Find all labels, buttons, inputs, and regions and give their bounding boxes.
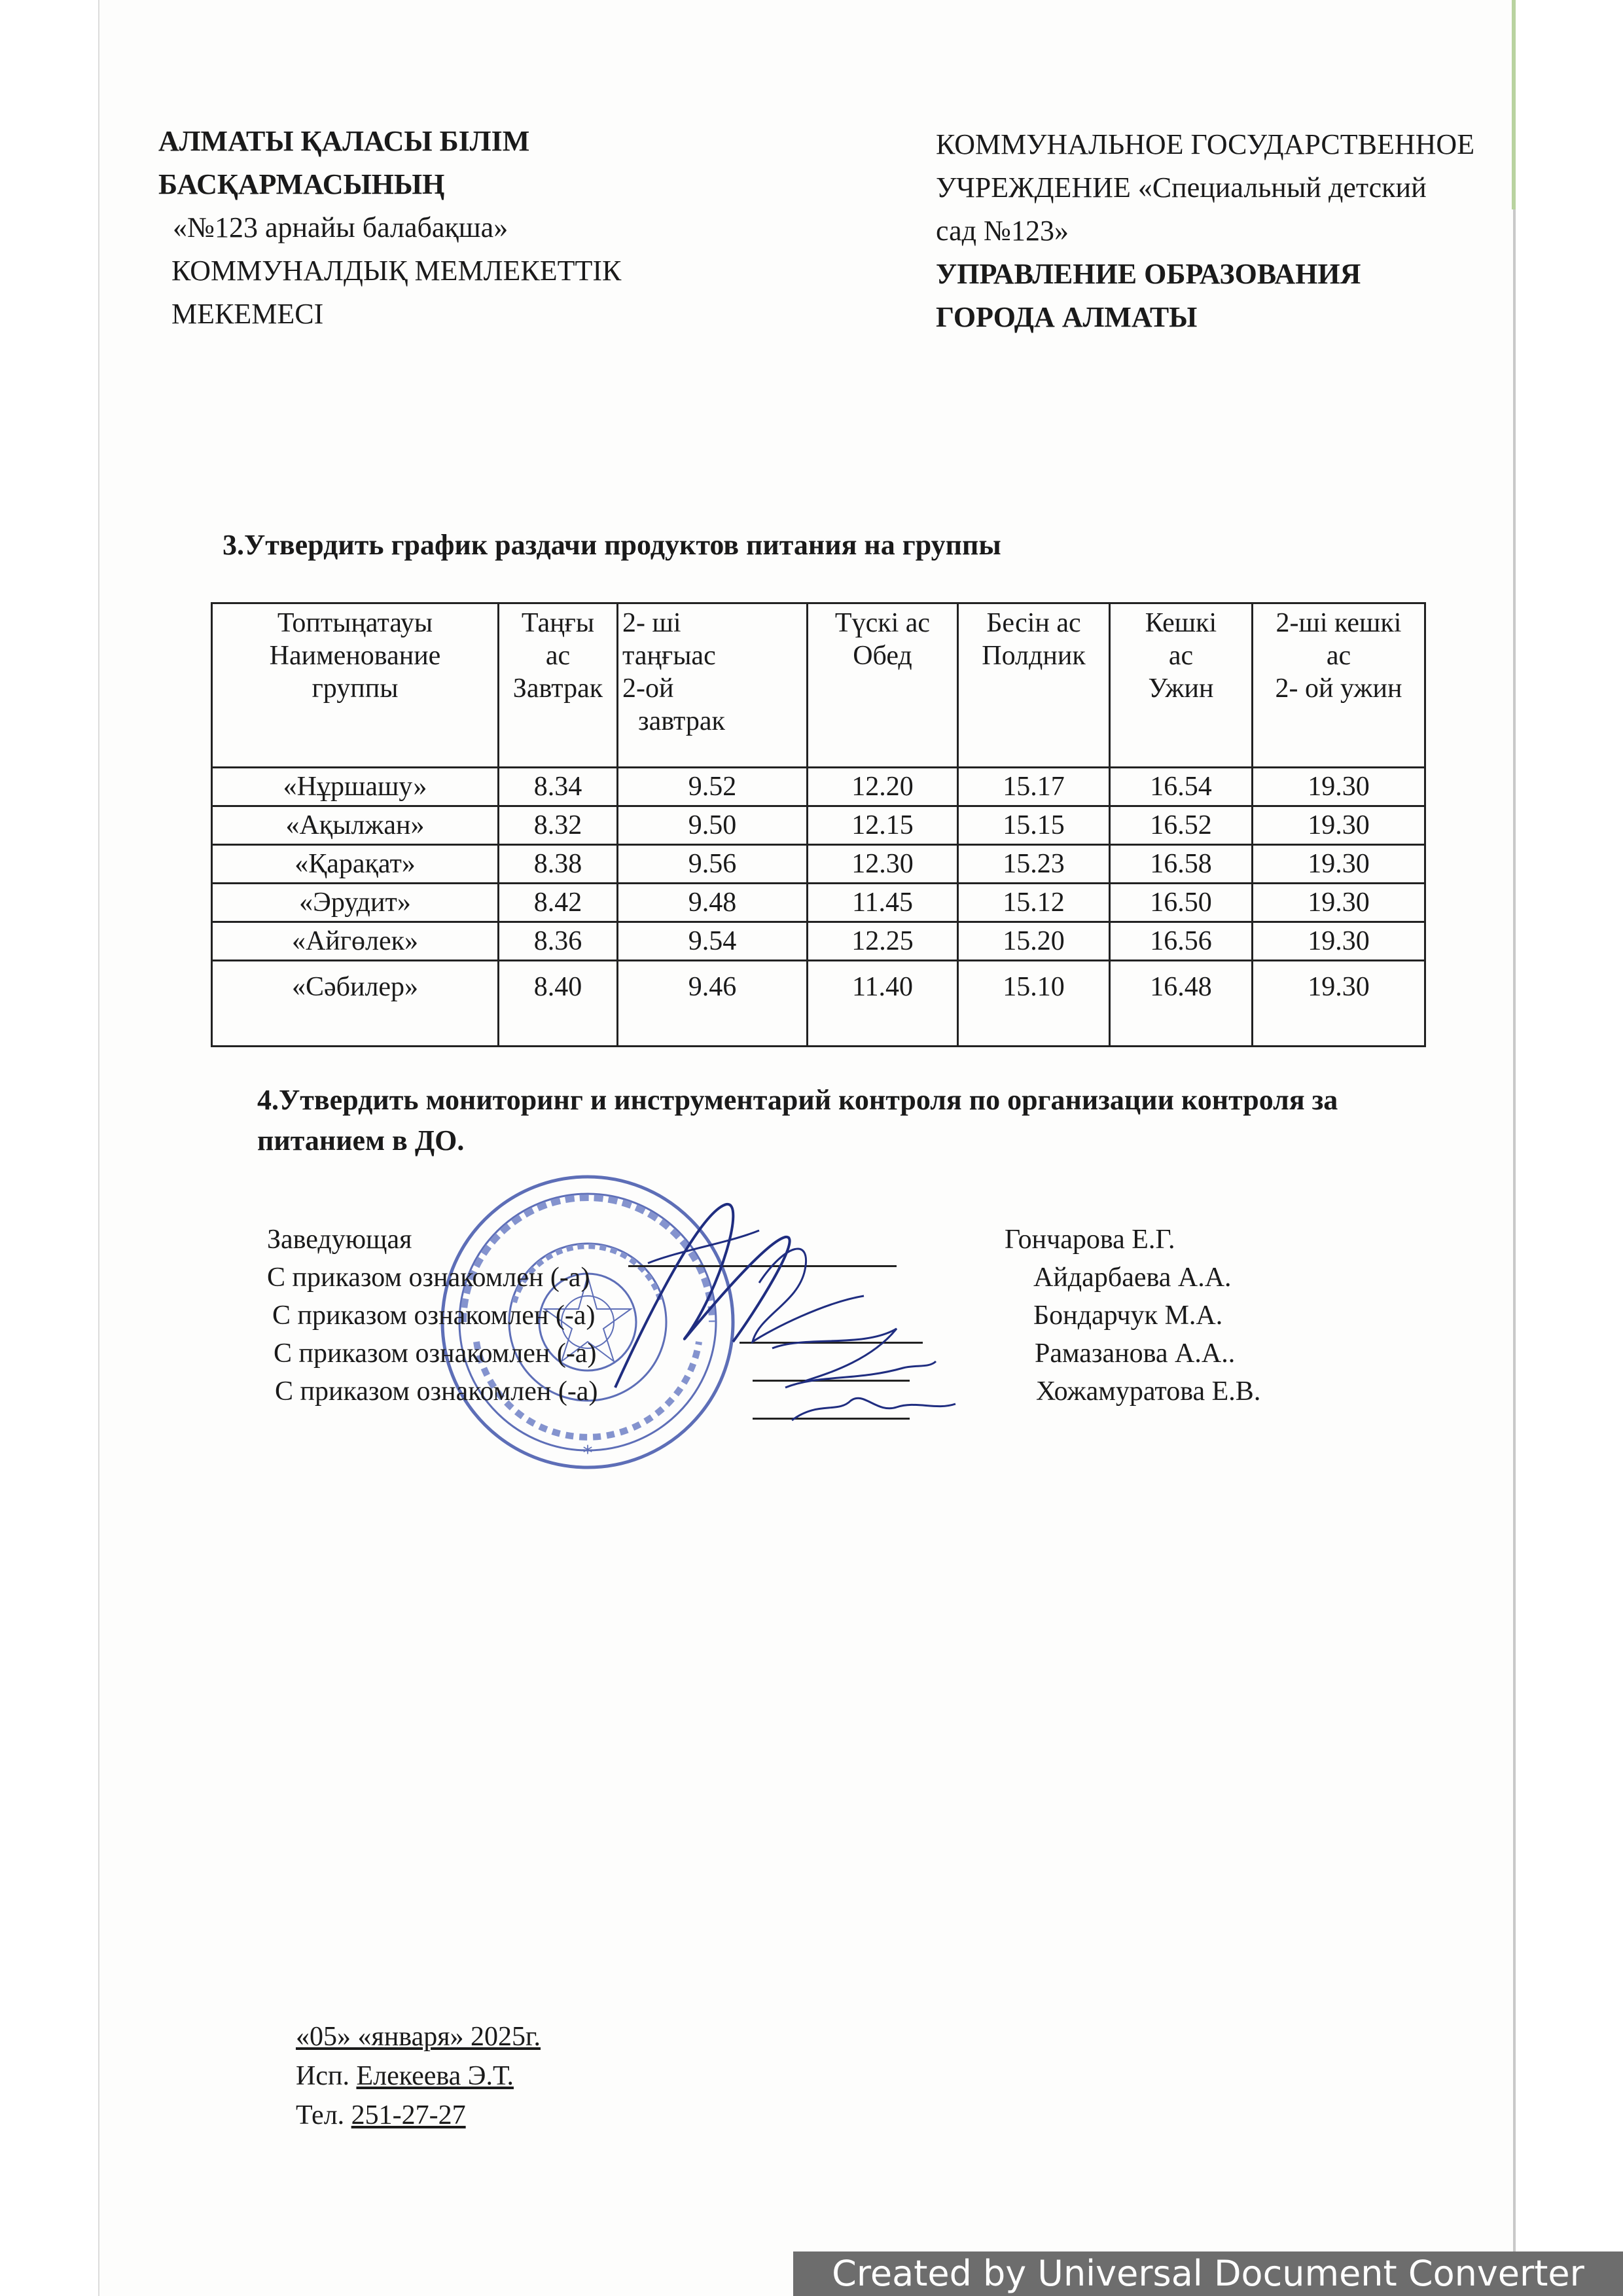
header-left-line-5: МЕКЕМЕСІ <box>171 298 324 330</box>
header-right-line-3: сад №123» <box>936 215 1069 247</box>
header-second-dinner: 2-ші кешкі ас 2- ой ужин <box>1253 603 1425 768</box>
time-cell: 8.40 <box>499 961 618 1047</box>
time-cell: 12.15 <box>808 806 958 845</box>
signature-role: С приказом ознакомлен (-а) <box>272 1300 596 1331</box>
time-cell: 9.52 <box>618 768 808 806</box>
header-right-line-4: УПРАВЛЕНИЕ ОБРАЗОВАНИЯ <box>936 258 1361 290</box>
time-cell: 9.54 <box>618 922 808 961</box>
handwritten-signatures <box>589 1185 969 1460</box>
signature-role: С приказом ознакомлен (-а) <box>274 1338 597 1369</box>
header-left-line-2: БАСҚАРМАСЫНЫҢ <box>158 168 445 200</box>
table-header-row <box>212 603 1425 768</box>
table-row <box>212 961 1425 1047</box>
signature-name: Гончарова Е.Г. <box>1005 1225 1175 1255</box>
time-cell: 16.54 <box>1110 768 1253 806</box>
header-dinner: Кешкі ас Ужин <box>1110 603 1253 768</box>
signature-roles <box>267 1221 597 1410</box>
header-right-line-1: КОММУНАЛЬНОЕ ГОСУДАРСТВЕННОЕ <box>936 128 1475 160</box>
header-left-line-3: «№123 арнайы балабақша» <box>173 211 508 243</box>
group-name: «Нұршашу» <box>212 768 499 806</box>
header-breakfast: Таңғы ас Завтрак <box>499 603 618 768</box>
food-distribution-table <box>211 602 1426 1047</box>
time-cell: 9.50 <box>618 806 808 845</box>
table-row <box>212 845 1425 884</box>
document-date: «05» «января» 2025г. <box>296 2022 541 2052</box>
header-right <box>936 123 1474 339</box>
time-cell: 8.36 <box>499 922 618 961</box>
time-cell: 15.10 <box>958 961 1110 1047</box>
group-name: «Айгөлек» <box>212 922 499 961</box>
header-right-line-5: ГОРОДА АЛМАТЫ <box>936 301 1198 333</box>
time-cell: 9.48 <box>618 884 808 922</box>
phone-prefix: Тел. <box>296 2100 351 2130</box>
footer <box>296 2017 541 2135</box>
group-name: «Эрудит» <box>212 884 499 922</box>
group-name: «Сәбилер» <box>212 961 499 1047</box>
page-edge <box>1512 0 1516 209</box>
time-cell: 19.30 <box>1253 768 1425 806</box>
time-cell: 19.30 <box>1253 845 1425 884</box>
time-cell: 16.50 <box>1110 884 1253 922</box>
header-left-line-4: КОММУНАЛДЫҚ МЕМЛЕКЕТТІК <box>171 255 622 287</box>
group-name: «Ақылжан» <box>212 806 499 845</box>
header-right-line-2: УЧРЕЖДЕНИЕ «Специальный детский <box>936 171 1427 204</box>
time-cell: 9.56 <box>618 845 808 884</box>
header-second-breakfast: 2- ші таңғыас 2-ой завтрак <box>618 603 808 768</box>
table-row <box>212 884 1425 922</box>
header-left-line-1: АЛМАТЫ ҚАЛАСЫ БІЛІМ <box>158 125 530 157</box>
time-cell: 19.30 <box>1253 961 1425 1047</box>
time-cell: 16.48 <box>1110 961 1253 1047</box>
section-3-title: 3.Утвердить график раздачи продуктов питания на группы <box>223 529 1001 561</box>
executor-line <box>296 2056 541 2096</box>
time-cell: 19.30 <box>1253 922 1425 961</box>
table-row <box>212 806 1425 845</box>
signature-name: Айдарбаева А.А. <box>1033 1263 1232 1293</box>
executor-prefix: Исп. <box>296 2061 357 2091</box>
time-cell: 11.40 <box>808 961 958 1047</box>
time-cell: 19.30 <box>1253 806 1425 845</box>
time-cell: 15.15 <box>958 806 1110 845</box>
converter-watermark: Created by Universal Document Converter <box>793 2251 1623 2296</box>
header-lunch: Түскі ас Обед <box>808 603 958 768</box>
signature-name: Рамазанова А.А.. <box>1035 1338 1236 1369</box>
time-cell: 15.20 <box>958 922 1110 961</box>
signature-names <box>1005 1221 1260 1410</box>
phone-line <box>296 2096 541 2135</box>
header-group-name: Топтыңатауы Наименование группы <box>212 603 499 768</box>
time-cell: 12.25 <box>808 922 958 961</box>
section-4-title: 4.Утвердить мониторинг и инструментарий контроля по организации контроля за питанием в ДО. <box>257 1084 1338 1157</box>
time-cell: 16.56 <box>1110 922 1253 961</box>
table-row <box>212 922 1425 961</box>
time-cell: 12.30 <box>808 845 958 884</box>
time-cell: 8.38 <box>499 845 618 884</box>
header-afternoon-snack: Бесін ас Полдник <box>958 603 1110 768</box>
time-cell: 8.34 <box>499 768 618 806</box>
time-cell: 11.45 <box>808 884 958 922</box>
group-name: «Қарақат» <box>212 845 499 884</box>
header-left <box>158 120 621 336</box>
executor-name: Елекеева Э.Т. <box>356 2061 514 2091</box>
signature-role: С приказом ознакомлен (-а) <box>267 1263 590 1293</box>
time-cell: 8.42 <box>499 884 618 922</box>
time-cell: 15.12 <box>958 884 1110 922</box>
phone-number: 251-27-27 <box>351 2100 466 2130</box>
svg-text:*: * <box>582 1442 593 1465</box>
time-cell: 8.32 <box>499 806 618 845</box>
signature-role: С приказом ознакомлен (-а) <box>275 1376 598 1407</box>
signature-name: Бондарчук М.А. <box>1033 1300 1223 1331</box>
time-cell: 15.23 <box>958 845 1110 884</box>
time-cell: 12.20 <box>808 768 958 806</box>
time-cell: 9.46 <box>618 961 808 1047</box>
time-cell: 16.52 <box>1110 806 1253 845</box>
time-cell: 16.58 <box>1110 845 1253 884</box>
signature-name: Хожамуратова Е.В. <box>1036 1376 1261 1407</box>
table-row <box>212 768 1425 806</box>
signature-role: Заведующая <box>267 1225 412 1255</box>
time-cell: 19.30 <box>1253 884 1425 922</box>
time-cell: 15.17 <box>958 768 1110 806</box>
